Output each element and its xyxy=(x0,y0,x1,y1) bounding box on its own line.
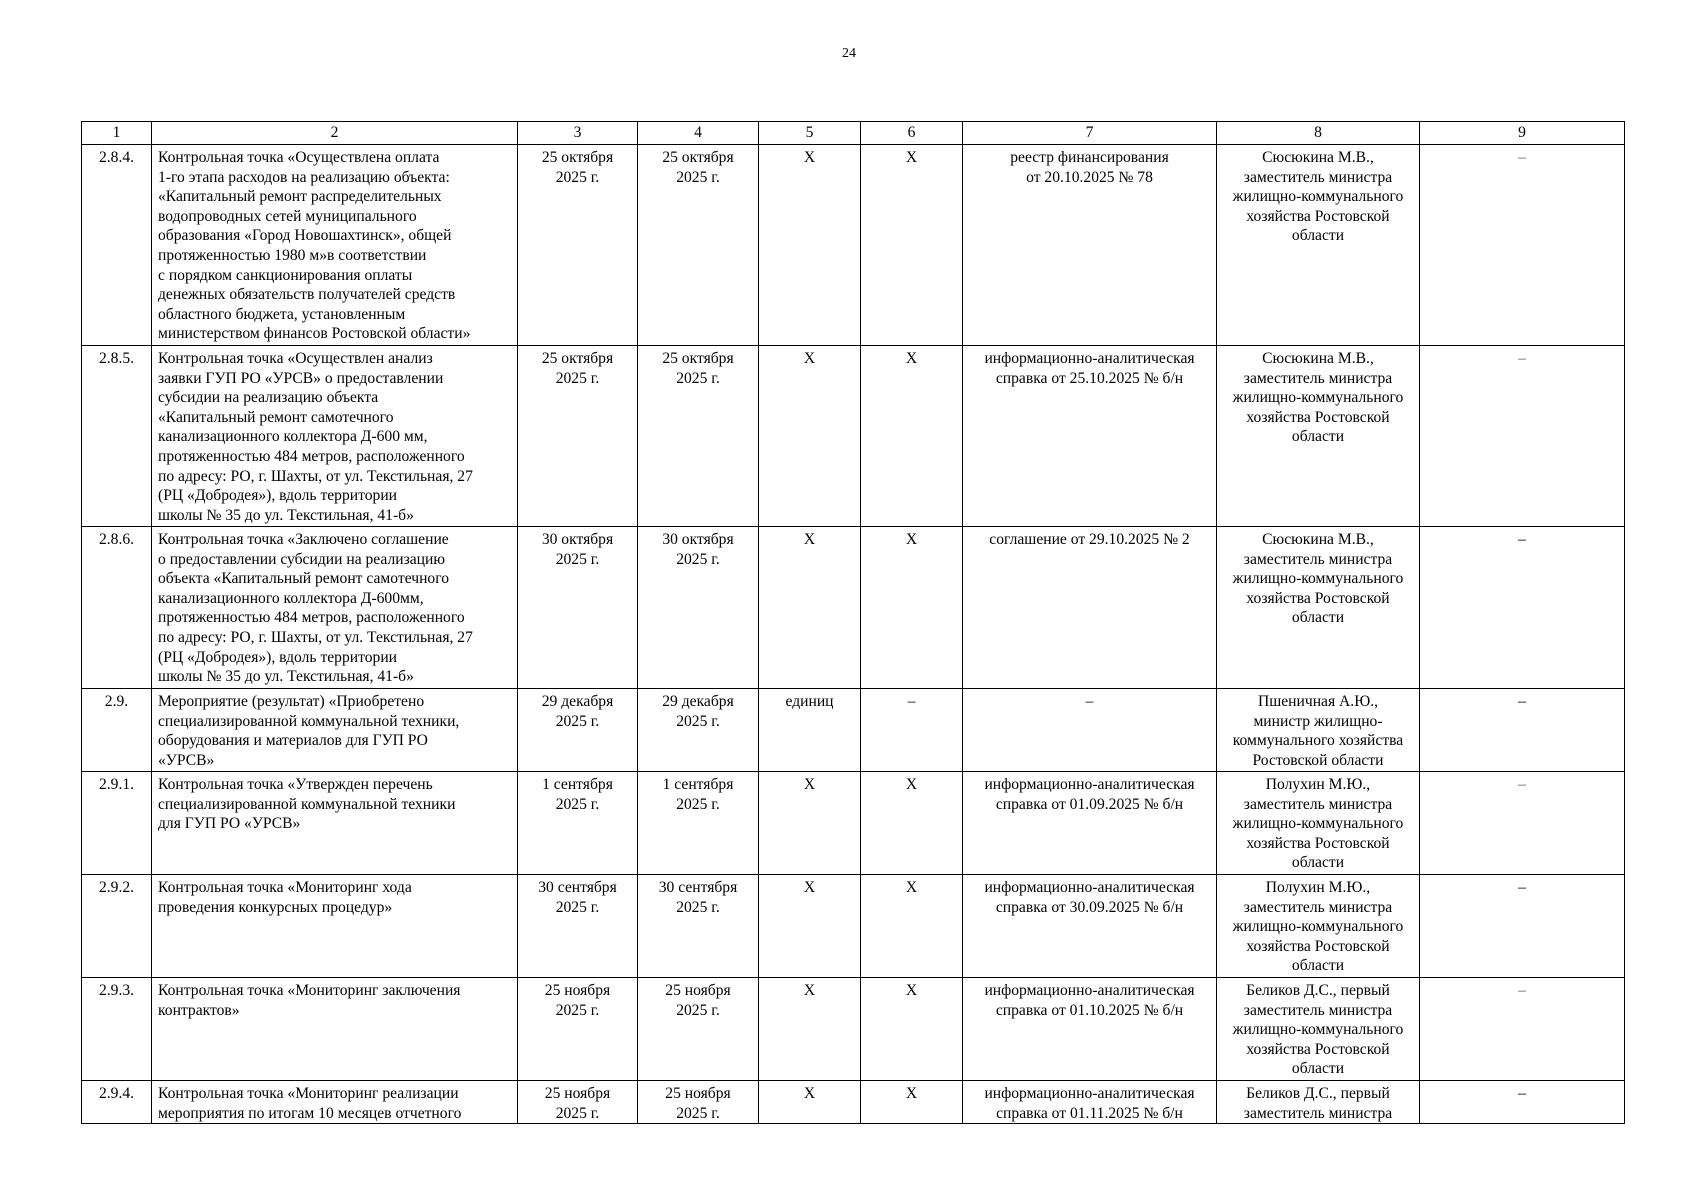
table-row xyxy=(82,689,1625,772)
end-date-line: 2025 г. xyxy=(676,550,720,568)
page-number: 24 xyxy=(842,46,856,61)
note-cell: – xyxy=(1420,1081,1625,1124)
document-line: информационно-аналитическая xyxy=(984,879,1195,896)
responsible-line: Сюсюкина М.В., xyxy=(1262,350,1374,367)
header-cell-4: 4 xyxy=(638,122,759,145)
responsible-line: области xyxy=(1291,1060,1345,1078)
responsible-line: Беликов Д.С., первый xyxy=(1246,1085,1390,1102)
description-cell xyxy=(152,772,518,875)
description-line: для ГУП РО «УРСВ» xyxy=(158,815,301,833)
description-cell xyxy=(152,978,518,1081)
description-line: по адресу: РО, г. Шахты, от ул. Текстильная, 27 xyxy=(158,467,473,485)
document-cell xyxy=(963,1081,1217,1124)
description-line: Контрольная точка «Мониторинг реализации xyxy=(158,1085,459,1102)
responsible-line: жилищно-коммунального xyxy=(1232,389,1404,407)
value-cell: – xyxy=(861,689,963,772)
description-line: протяженностью 484 метров, расположенного xyxy=(158,447,465,465)
document-cell xyxy=(963,978,1217,1081)
end-date-line: 2025 г. xyxy=(676,898,720,916)
table-row xyxy=(82,978,1625,1081)
end-date-line: 25 ноября xyxy=(665,1085,731,1102)
description-line: (РЦ «Добродея»), вдоль территории xyxy=(158,648,398,666)
value-cell: X xyxy=(861,527,963,689)
description-line: Контрольная точка «Осуществлен анализ xyxy=(158,350,433,367)
responsible-line: Сюсюкина М.В., xyxy=(1262,531,1374,548)
responsible-line: заместитель министра xyxy=(1243,898,1393,916)
responsible-line: хозяйства Ростовской xyxy=(1246,207,1390,225)
value-cell: X xyxy=(861,978,963,1081)
document-line: информационно-аналитическая xyxy=(984,350,1195,367)
responsible-cell xyxy=(1217,875,1420,978)
document-line: – xyxy=(1085,693,1094,710)
end-date-cell xyxy=(638,527,759,689)
description-line: Контрольная точка «Мониторинг хода xyxy=(158,879,412,896)
start-date-cell xyxy=(518,772,638,875)
unit-cell: X xyxy=(759,978,861,1081)
responsible-line: жилищно-коммунального xyxy=(1232,188,1404,206)
responsible-line: хозяйства Ростовской xyxy=(1246,937,1390,955)
start-date-cell xyxy=(518,689,638,772)
description-line: специализированной коммунальной техники xyxy=(158,795,456,813)
header-cell-3: 3 xyxy=(518,122,638,145)
document-cell xyxy=(963,346,1217,527)
description-line: контрактов» xyxy=(158,1001,240,1019)
row-number-cell: 2.9. xyxy=(82,689,152,772)
responsible-cell xyxy=(1217,689,1420,772)
description-cell xyxy=(152,346,518,527)
description-line: 1-го этапа расходов на реализацию объекта: xyxy=(158,168,450,186)
end-date-line: 2025 г. xyxy=(676,369,720,387)
unit-cell: X xyxy=(759,145,861,346)
row-number-cell: 2.8.4. xyxy=(82,145,152,346)
description-line: денежных обязательств получателей средств xyxy=(158,286,456,304)
responsible-line: жилищно-коммунального xyxy=(1232,570,1404,588)
document-line: справка от 01.09.2025 № б/н xyxy=(995,795,1184,813)
end-date-cell xyxy=(638,978,759,1081)
table-row xyxy=(82,772,1625,875)
responsible-cell xyxy=(1217,145,1420,346)
value-cell: X xyxy=(861,772,963,875)
end-date-line: 30 сентября xyxy=(658,879,738,896)
document-cell xyxy=(963,772,1217,875)
unit-cell: X xyxy=(759,527,861,689)
responsible-line: заместитель министра xyxy=(1243,795,1393,813)
value-cell: X xyxy=(861,346,963,527)
row-number-cell: 2.9.3. xyxy=(82,978,152,1081)
responsible-cell xyxy=(1217,978,1420,1081)
row-number-cell: 2.8.5. xyxy=(82,346,152,527)
description-line: «УРСВ» xyxy=(158,751,215,769)
description-line: канализационного коллектора Д-600мм, xyxy=(158,589,424,607)
note-cell: – xyxy=(1420,772,1625,875)
end-date-cell xyxy=(638,689,759,772)
row-number-cell: 2.9.1. xyxy=(82,772,152,875)
description-line: Контрольная точка «Мониторинг заключения xyxy=(158,982,461,999)
responsible-cell xyxy=(1217,772,1420,875)
start-date-cell xyxy=(518,346,638,527)
header-cell-9: 9 xyxy=(1420,122,1625,145)
responsible-line: хозяйства Ростовской xyxy=(1246,408,1390,426)
start-date-cell xyxy=(518,875,638,978)
responsible-line: жилищно-коммунального xyxy=(1232,918,1404,936)
unit-cell: X xyxy=(759,1081,861,1124)
responsible-line: заместитель министра xyxy=(1243,550,1393,568)
end-date-line: 2025 г. xyxy=(676,1001,720,1019)
header-cell-2: 2 xyxy=(152,122,518,145)
table-row xyxy=(82,1081,1625,1124)
responsible-line: заместитель министра xyxy=(1243,168,1393,186)
responsible-line: жилищно-коммунального xyxy=(1232,815,1404,833)
end-date-line: 25 ноября xyxy=(665,982,731,999)
note-cell: – xyxy=(1420,875,1625,978)
description-line: протяженностью 1980 м»в соответствии xyxy=(158,246,427,264)
plan-table-body xyxy=(82,145,1625,1124)
document-cell xyxy=(963,875,1217,978)
description-line: мероприятия по итогам 10 месяцев отчетного xyxy=(158,1104,462,1122)
description-line: специализированной коммунальной техники, xyxy=(158,712,460,730)
unit-cell: X xyxy=(759,875,861,978)
start-date-line: 25 октября xyxy=(541,149,614,166)
document-line: справка от 30.09.2025 № б/н xyxy=(995,898,1184,916)
header-cell-8: 8 xyxy=(1217,122,1420,145)
responsible-line: Беликов Д.С., первый xyxy=(1246,982,1390,999)
end-date-line: 30 октября xyxy=(662,531,734,548)
end-date-line: 1 сентября xyxy=(662,776,734,793)
start-date-line: 29 декабря xyxy=(541,693,614,710)
description-line: оборудования и материалов для ГУП РО xyxy=(158,732,428,750)
description-line: водопроводных сетей муниципального xyxy=(158,207,417,225)
start-date-line: 2025 г. xyxy=(555,550,600,568)
description-line: «Капитальный ремонт распределительных xyxy=(158,188,442,206)
description-line: о предоставлении субсидии на реализацию xyxy=(158,550,446,568)
start-date-line: 2025 г. xyxy=(555,369,600,387)
responsible-line: министр жилищно- xyxy=(1253,712,1383,730)
responsible-line: Полухин М.Ю., xyxy=(1265,776,1371,793)
end-date-line: 25 октября xyxy=(662,350,734,367)
end-date-cell xyxy=(638,772,759,875)
document-line: справка от 25.10.2025 № б/н xyxy=(995,369,1184,387)
responsible-line: области xyxy=(1291,428,1345,446)
unit-cell: X xyxy=(759,346,861,527)
start-date-line: 2025 г. xyxy=(555,1104,600,1122)
end-date-cell xyxy=(638,1081,759,1124)
row-number-cell: 2.8.6. xyxy=(82,527,152,689)
start-date-line: 25 ноября xyxy=(544,982,611,999)
end-date-line: 2025 г. xyxy=(676,168,720,186)
description-cell xyxy=(152,689,518,772)
start-date-line: 25 октября xyxy=(541,350,614,367)
row-number-cell: 2.9.2. xyxy=(82,875,152,978)
table-row xyxy=(82,875,1625,978)
description-line: школы № 35 до ул. Текстильная, 41-б» xyxy=(158,668,414,686)
description-line: «Капитальный ремонт самотечного xyxy=(158,408,394,426)
note-cell: – xyxy=(1420,346,1625,527)
end-date-cell xyxy=(638,346,759,527)
responsible-line: области xyxy=(1291,227,1345,245)
description-line: субсидии на реализацию объекта xyxy=(158,389,379,407)
document-cell xyxy=(963,689,1217,772)
start-date-line: 1 сентября xyxy=(542,776,613,793)
document-line: информационно-аналитическая xyxy=(984,776,1195,793)
value-cell: X xyxy=(861,875,963,978)
responsible-cell xyxy=(1217,527,1420,689)
start-date-line: 30 сентября xyxy=(538,879,617,896)
document-cell xyxy=(963,145,1217,346)
responsible-line: хозяйства Ростовской xyxy=(1246,834,1390,852)
description-line: канализационного коллектора Д-600 мм, xyxy=(158,428,428,446)
table-row xyxy=(82,527,1625,689)
header-cell-5: 5 xyxy=(759,122,861,145)
end-date-line: 25 октября xyxy=(662,149,734,166)
responsible-line: Полухин М.Ю., xyxy=(1265,879,1371,896)
start-date-line: 2025 г. xyxy=(555,1001,600,1019)
row-number-cell: 2.9.4. xyxy=(82,1081,152,1124)
description-line: проведения конкурсных процедур» xyxy=(158,898,393,916)
value-cell: X xyxy=(861,1081,963,1124)
start-date-cell xyxy=(518,145,638,346)
description-line: заявки ГУП РО «УРСВ» о предоставлении xyxy=(158,369,444,387)
start-date-line: 30 октября xyxy=(541,531,614,548)
document-line: соглашение от 29.10.2025 № 2 xyxy=(989,531,1190,548)
start-date-line: 25 ноября xyxy=(544,1085,611,1102)
document-cell xyxy=(963,527,1217,689)
description-line: Контрольная точка «Заключено соглашение xyxy=(158,531,449,548)
responsible-line: Пшеничная А.Ю., xyxy=(1257,693,1379,710)
start-date-cell xyxy=(518,1081,638,1124)
responsible-line: области xyxy=(1291,957,1345,975)
document-line: информационно-аналитическая xyxy=(984,982,1195,999)
document-line: информационно-аналитическая xyxy=(984,1085,1195,1102)
start-date-line: 2025 г. xyxy=(555,712,600,730)
responsible-line: жилищно-коммунального xyxy=(1232,1021,1404,1039)
table-row xyxy=(82,145,1625,346)
document-line: от 20.10.2025 № 78 xyxy=(1026,168,1153,186)
description-cell xyxy=(152,527,518,689)
header-cell-7: 7 xyxy=(963,122,1217,145)
responsible-cell xyxy=(1217,346,1420,527)
start-date-cell xyxy=(518,527,638,689)
responsible-line: области xyxy=(1291,609,1345,627)
note-cell: – xyxy=(1420,689,1625,772)
unit-cell: X xyxy=(759,772,861,875)
end-date-line: 29 декабря xyxy=(662,693,734,710)
responsible-line: коммунального хозяйства xyxy=(1232,732,1404,750)
document-line: реестр финансирования xyxy=(1010,149,1169,166)
description-line: Мероприятие (результат) «Приобретено xyxy=(158,693,425,710)
start-date-line: 2025 г. xyxy=(555,168,600,186)
description-cell xyxy=(152,145,518,346)
start-date-line: 2025 г. xyxy=(555,795,600,813)
description-line: Контрольная точка «Утвержден перечень xyxy=(158,776,433,793)
plan-table xyxy=(81,121,1625,1124)
description-cell xyxy=(152,875,518,978)
table-row xyxy=(82,346,1625,527)
end-date-line: 2025 г. xyxy=(676,795,720,813)
start-date-line: 2025 г. xyxy=(555,898,600,916)
responsible-cell xyxy=(1217,1081,1420,1124)
unit-cell: единиц xyxy=(759,689,861,772)
responsible-line: заместитель министра xyxy=(1243,369,1393,387)
responsible-line: хозяйства Ростовской xyxy=(1246,1040,1390,1058)
responsible-line: области xyxy=(1291,854,1345,872)
document-line: справка от 01.11.2025 № б/н xyxy=(996,1104,1183,1122)
responsible-line: хозяйства Ростовской xyxy=(1246,589,1390,607)
description-line: протяженностью 484 метров, расположенного xyxy=(158,609,465,627)
header-cell-6: 6 xyxy=(861,122,963,145)
description-line: по адресу: РО, г. Шахты, от ул. Текстильная, 27 xyxy=(158,628,473,646)
end-date-cell xyxy=(638,875,759,978)
note-cell: – xyxy=(1420,527,1625,689)
description-line: образования «Город Новошахтинск», общей xyxy=(158,227,452,245)
responsible-line: заместитель министра xyxy=(1243,1104,1393,1122)
description-line: Контрольная точка «Осуществлена оплата xyxy=(158,149,440,166)
header-cell-1: 1 xyxy=(82,122,152,145)
end-date-line: 2025 г. xyxy=(676,712,720,730)
description-line: (РЦ «Добродея»), вдоль территории xyxy=(158,487,398,505)
header-row xyxy=(82,122,1625,145)
end-date-cell xyxy=(638,145,759,346)
description-line: объекта «Капитальный ремонт самотечного xyxy=(158,570,450,588)
start-date-cell xyxy=(518,978,638,1081)
description-line: с порядком санкционирования оплаты xyxy=(158,266,413,284)
description-line: областного бюджета, установленным xyxy=(158,305,406,323)
value-cell: X xyxy=(861,145,963,346)
responsible-line: заместитель министра xyxy=(1243,1001,1393,1019)
note-cell: – xyxy=(1420,145,1625,346)
note-cell: – xyxy=(1420,978,1625,1081)
document-line: справка от 01.10.2025 № б/н xyxy=(995,1001,1184,1019)
description-cell xyxy=(152,1081,518,1124)
responsible-line: Ростовской области xyxy=(1252,751,1384,769)
description-line: школы № 35 до ул. Текстильная, 41-б» xyxy=(158,506,414,524)
responsible-line: Сюсюкина М.В., xyxy=(1262,149,1374,166)
end-date-line: 2025 г. xyxy=(676,1104,720,1122)
description-line: министерством финансов Ростовской области» xyxy=(158,325,471,343)
